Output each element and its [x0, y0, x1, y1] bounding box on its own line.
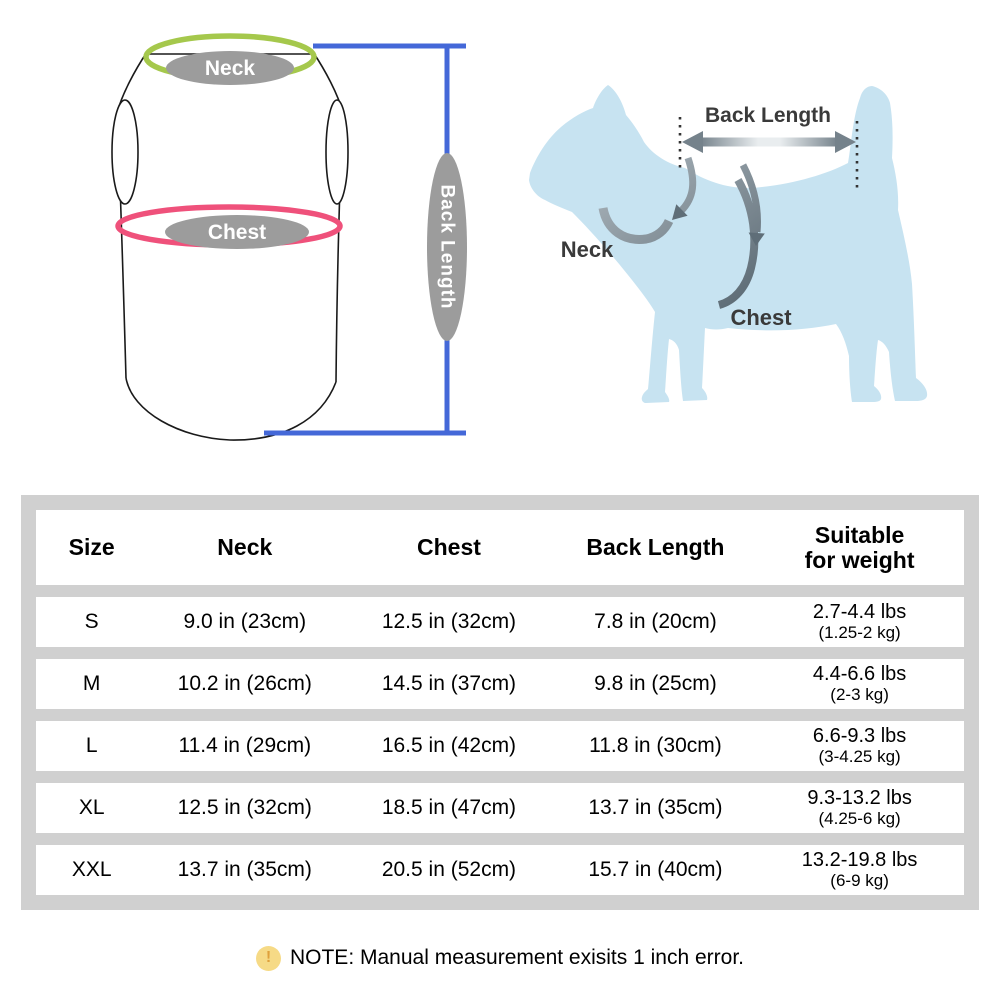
col-header-back-length: Back Length [556, 510, 756, 585]
exclamation-icon: ! [256, 946, 281, 971]
cell-back-length: 13.7 in (35cm) [556, 783, 756, 833]
dog-chest-label: Chest [730, 305, 792, 330]
table-row-s [36, 597, 964, 647]
cell-back-length: 9.8 in (25cm) [556, 659, 756, 709]
weight-lbs: 13.2-19.8 lbs [801, 849, 918, 872]
cell-weight [755, 721, 964, 771]
header-row [36, 510, 964, 585]
weight-kg: (1.25-2 kg) [818, 623, 901, 643]
table-row-m [36, 659, 964, 709]
col-header-weight-line2: for weight [804, 546, 915, 573]
weight-kg: (4.25-6 kg) [818, 809, 901, 829]
garment-diagram [80, 10, 500, 450]
garment-neck-label: Neck [204, 57, 256, 80]
weight-kg: (3-4.25 kg) [818, 747, 901, 767]
back-length-double-arrow [682, 131, 856, 153]
table-row-xl [36, 783, 964, 833]
cell-chest: 20.5 in (52cm) [342, 845, 555, 895]
weight-lbs: 9.3-13.2 lbs [807, 787, 912, 810]
cell-back-length: 7.8 in (20cm) [556, 597, 756, 647]
col-header-neck: Neck [147, 510, 342, 585]
note-text: NOTE: Manual measurement exisits 1 inch error. [289, 946, 744, 969]
cell-back-length: 15.7 in (40cm) [556, 845, 756, 895]
cell-neck: 9.0 in (23cm) [147, 597, 342, 647]
note-bar [0, 942, 1000, 974]
cell-neck: 10.2 in (26cm) [147, 659, 342, 709]
dog-back-length-label: Back Length [704, 104, 832, 127]
cell-chest: 14.5 in (37cm) [342, 659, 555, 709]
right-sleeve-opening [326, 100, 348, 204]
cell-size: L [36, 721, 147, 771]
cell-size: XL [36, 783, 147, 833]
cell-back-length: 11.8 in (30cm) [556, 721, 756, 771]
cell-weight [755, 845, 964, 895]
cell-neck: 13.7 in (35cm) [147, 845, 342, 895]
weight-lbs: 4.4-6.6 lbs [812, 663, 907, 686]
cell-size: XXL [36, 845, 147, 895]
size-table [21, 495, 979, 910]
left-sleeve-opening [112, 100, 138, 204]
table-row-xxl [36, 845, 964, 895]
size-table-container [21, 495, 979, 910]
cell-weight [755, 783, 964, 833]
garment-back-length-label: Back Length [436, 184, 458, 310]
cell-weight [755, 597, 964, 647]
weight-kg: (2-3 kg) [830, 685, 889, 705]
cell-size: M [36, 659, 147, 709]
cell-neck: 11.4 in (29cm) [147, 721, 342, 771]
col-header-weight-line1: Suitable [814, 521, 905, 548]
cell-chest: 12.5 in (32cm) [342, 597, 555, 647]
table-row-l [36, 721, 964, 771]
dog-neck-label: Neck [560, 237, 614, 262]
weight-lbs: 6.6-9.3 lbs [812, 725, 907, 748]
dog-diagram [500, 60, 980, 420]
cell-chest: 18.5 in (47cm) [342, 783, 555, 833]
weight-lbs: 2.7-4.4 lbs [812, 601, 907, 624]
cell-size: S [36, 597, 147, 647]
cell-weight [755, 659, 964, 709]
col-header-size: Size [36, 510, 147, 585]
cell-neck: 12.5 in (32cm) [147, 783, 342, 833]
cell-chest: 16.5 in (42cm) [342, 721, 555, 771]
garment-chest-label: Chest [207, 221, 267, 244]
weight-kg: (6-9 kg) [830, 871, 889, 891]
col-header-chest: Chest [342, 510, 555, 585]
col-header-weight [755, 510, 964, 585]
